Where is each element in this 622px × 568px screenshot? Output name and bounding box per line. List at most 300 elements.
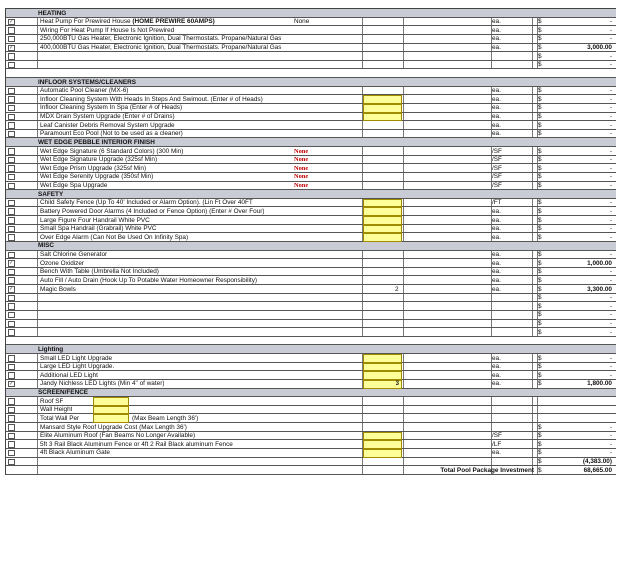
column-divider (37, 302, 38, 310)
row-checkbox[interactable] (8, 53, 15, 60)
unit-label: /FT (492, 199, 502, 207)
column-divider (532, 87, 533, 95)
column-divider (403, 199, 404, 207)
currency-symbol: $ (538, 35, 542, 43)
amount-value: - (609, 173, 612, 181)
column-divider (532, 371, 533, 379)
unit-label: ea. (492, 44, 501, 51)
unit-label: /SF (492, 164, 502, 172)
quantity-input[interactable] (363, 216, 402, 225)
table-row (6, 259, 616, 268)
amount-value: - (609, 18, 612, 26)
column-divider (532, 52, 533, 60)
column-divider (532, 104, 533, 112)
table-row (6, 104, 616, 113)
unit-label: ea. (492, 18, 501, 26)
column-divider (532, 35, 533, 43)
table-row (6, 35, 616, 44)
column-divider (362, 458, 363, 466)
amount-value: - (609, 276, 612, 284)
measurement-input[interactable] (93, 406, 129, 415)
row-checkbox[interactable] (8, 303, 15, 310)
quantity-input[interactable] (363, 233, 402, 242)
column-divider (403, 363, 404, 371)
column-divider (403, 52, 404, 60)
row-checkbox[interactable] (8, 165, 15, 172)
row-checkbox[interactable] (8, 459, 15, 466)
column-divider (491, 458, 492, 466)
amount-value: - (609, 121, 612, 129)
column-divider (532, 440, 533, 448)
amount-value: - (609, 26, 612, 34)
column-divider (532, 380, 533, 388)
item-description: Leaf Canister Debris Removal System Upgrade (40, 121, 175, 129)
column-divider (491, 328, 492, 336)
table-row (6, 61, 616, 70)
quantity-input[interactable]: 3 (363, 380, 402, 389)
row-checkbox[interactable]: ✓ (9, 380, 14, 387)
column-divider (37, 147, 38, 155)
amount-value: - (609, 35, 612, 43)
column-divider (37, 251, 38, 259)
table-row (6, 371, 616, 380)
quantity-input[interactable] (363, 207, 402, 216)
table-row (6, 225, 616, 234)
table-row (6, 147, 616, 156)
item-description: Over Edge Alarm (Can Not Be Used On Infinity Spa) (40, 233, 189, 241)
column-divider (403, 406, 404, 414)
amount-value: 1,000.00 (587, 259, 612, 267)
table-row (6, 294, 616, 303)
column-divider (37, 216, 38, 224)
column-divider (532, 432, 533, 440)
item-description: Wet Edge Signature Upgrade (325sf Min) (40, 156, 158, 164)
item-description: 5ft 3 Rail Black Aluminum Fence or 4ft 2 Rail Black aluminum Fence (40, 440, 233, 448)
item-description: Wet Edge Prism Upgrade (325sf Min) (40, 164, 147, 172)
none-label: None (294, 18, 310, 26)
column-divider (491, 311, 492, 319)
column-divider (37, 182, 38, 190)
item-description: Infloor Cleaning System In Spa (Enter # of Heads) (40, 104, 183, 112)
column-divider (37, 173, 38, 181)
quantity-input[interactable] (363, 95, 402, 104)
row-checkbox[interactable] (8, 355, 15, 362)
item-description: Salt Chlorine Generator (40, 251, 108, 258)
unit-label: ea. (492, 104, 501, 112)
amount-value: - (609, 207, 612, 215)
column-divider (37, 371, 38, 379)
column-divider (532, 207, 533, 215)
column-divider (403, 113, 404, 121)
table-row (6, 311, 616, 320)
measurement-input[interactable] (93, 414, 129, 423)
column-divider (362, 311, 363, 319)
unit-label: ea. (492, 121, 501, 129)
column-divider (403, 182, 404, 190)
column-divider (362, 182, 363, 190)
item-description: Small LED Light Upgrade (40, 354, 113, 362)
column-divider (37, 406, 38, 414)
unit-label: ea. (492, 87, 501, 95)
row-checkbox[interactable] (8, 174, 15, 181)
column-divider (532, 164, 533, 172)
currency-symbol: $ (538, 285, 542, 293)
column-divider (37, 432, 38, 440)
unit-label: ea. (492, 268, 501, 276)
column-divider (403, 397, 404, 405)
row-checkbox[interactable] (8, 364, 15, 371)
row-checkbox[interactable] (8, 36, 15, 43)
column-divider (362, 121, 363, 129)
column-divider (537, 406, 538, 414)
column-divider (362, 52, 363, 60)
row-checkbox[interactable] (8, 105, 15, 112)
column-divider (491, 414, 492, 422)
column-divider (491, 406, 492, 414)
row-checkbox[interactable] (8, 252, 15, 259)
amount-value: - (609, 432, 612, 440)
currency-symbol: $ (538, 147, 542, 155)
column-divider (362, 285, 363, 293)
unit-label: ea. (492, 130, 501, 138)
column-divider (37, 225, 38, 233)
column-divider (37, 354, 38, 362)
column-divider (37, 363, 38, 371)
amount-value: 1,800.00 (587, 380, 612, 388)
column-divider (532, 311, 533, 319)
amount-value: - (609, 440, 612, 448)
quantity-input[interactable] (363, 363, 402, 372)
column-divider (403, 449, 404, 457)
currency-symbol: $ (538, 268, 542, 276)
quantity-input[interactable] (363, 432, 402, 441)
column-divider (37, 26, 38, 34)
column-divider (403, 302, 404, 310)
column-divider (491, 320, 492, 328)
column-divider (532, 458, 533, 466)
column-divider (362, 268, 363, 276)
price-sheet (5, 8, 616, 475)
none-label: None (294, 147, 309, 155)
row-checkbox[interactable] (8, 131, 15, 138)
quantity-input[interactable] (363, 354, 402, 363)
section-title: WET EDGE PEBBLE INTERIOR FINISH (38, 138, 155, 146)
currency-symbol: $ (538, 87, 542, 95)
section-title: Lighting (38, 345, 64, 353)
column-divider (403, 87, 404, 95)
unit-label: ea. (492, 233, 501, 241)
row-checkbox[interactable] (8, 148, 15, 155)
column-divider (403, 432, 404, 440)
row-checkbox[interactable] (8, 96, 15, 103)
column-divider (362, 320, 363, 328)
row-checkbox[interactable] (8, 415, 15, 422)
quantity-input[interactable] (363, 225, 402, 234)
beam-note: (Max Beam Length 36') (132, 414, 199, 422)
section-header (6, 242, 616, 251)
item-description: 250,000BTU Gas Heater, Electronic Ignition, Dual Thermostats. Propane/Natural Gas (40, 35, 282, 43)
unit-label: ea. (492, 285, 501, 293)
unit-label: ea. (492, 35, 501, 43)
quantity-input[interactable] (363, 371, 402, 380)
column-divider (491, 52, 492, 60)
column-divider (491, 397, 492, 405)
column-divider (532, 251, 533, 259)
row-checkbox[interactable] (8, 122, 15, 129)
column-divider (532, 95, 533, 103)
column-divider (403, 121, 404, 129)
unit-label: /SF (492, 147, 502, 155)
table-row (6, 302, 616, 311)
column-divider (532, 216, 533, 224)
item-description: 4ft Black Aluminum Gate (40, 449, 110, 457)
item-description: Child Safety Fence (Up To 40' Included or Alarm Option). (Lin Ft Over 40FT (40, 199, 253, 207)
currency-symbol: $ (538, 121, 542, 129)
column-divider (362, 294, 363, 302)
column-divider (362, 87, 363, 95)
quantity-value: 2 (395, 285, 399, 293)
column-divider (532, 61, 533, 69)
currency-symbol: $ (538, 26, 542, 34)
row-checkbox[interactable] (8, 217, 15, 224)
currency-symbol: $ (538, 354, 542, 362)
item-description: 400,000BTU Gas Heater, Electronic Ignition, Dual Thermostats. Propane/Natural Gas (40, 44, 282, 51)
column-divider (532, 26, 533, 34)
table-row (6, 199, 616, 208)
amount-value: - (609, 423, 612, 431)
unit-label: ea. (492, 354, 501, 362)
row-checkbox[interactable] (8, 295, 15, 302)
column-divider (403, 18, 404, 26)
currency-symbol: $ (538, 363, 542, 371)
quantity-input[interactable] (363, 449, 402, 458)
column-divider (362, 164, 363, 172)
table-row (6, 276, 616, 285)
column-divider (37, 18, 38, 26)
item-description: Wet Edge Spa Upgrade (40, 182, 108, 189)
quantity-input[interactable] (363, 199, 402, 208)
table-row (6, 397, 616, 406)
currency-symbol: $ (538, 113, 542, 120)
column-divider (362, 173, 363, 181)
row-checkbox[interactable] (8, 407, 15, 414)
section-header (6, 138, 616, 147)
column-divider (532, 268, 533, 276)
column-divider (403, 225, 404, 233)
column-divider (491, 302, 492, 310)
item-description: Elite Aluminum Roof (Fan Beams No Longer Available) (40, 432, 196, 440)
quantity-input[interactable] (363, 113, 402, 122)
currency-symbol: $ (538, 371, 542, 379)
column-divider (403, 95, 404, 103)
quantity-input[interactable] (363, 104, 402, 113)
row-checkbox[interactable] (8, 450, 15, 457)
item-description: Magic Bowls (40, 285, 76, 293)
row-checkbox[interactable] (8, 372, 15, 379)
column-divider (362, 466, 363, 474)
column-divider (532, 285, 533, 293)
table-row (6, 328, 616, 337)
item-description: Bench With Table (Umbrella Not Included) (40, 268, 159, 276)
column-divider (37, 233, 38, 241)
row-checkbox[interactable]: ✓ (9, 286, 14, 292)
quantity-input[interactable] (363, 440, 402, 449)
row-checkbox[interactable]: ✓ (9, 44, 14, 51)
row-checkbox[interactable] (8, 226, 15, 233)
amount-value: - (609, 371, 612, 379)
amount-value: - (609, 104, 612, 112)
column-divider (403, 26, 404, 34)
column-divider (362, 18, 363, 26)
none-label: None (294, 173, 309, 181)
currency-symbol: $ (538, 173, 542, 181)
table-row (6, 354, 616, 363)
row-checkbox[interactable] (8, 424, 15, 431)
currency-symbol: $ (538, 225, 542, 233)
table-row (6, 320, 616, 329)
row-checkbox[interactable] (8, 183, 15, 190)
column-divider (37, 311, 38, 319)
column-divider (37, 380, 38, 388)
row-checkbox[interactable] (8, 234, 15, 241)
currency-symbol: $ (538, 130, 542, 138)
row-checkbox[interactable] (8, 269, 15, 276)
row-checkbox[interactable] (8, 200, 15, 207)
row-checkbox[interactable] (8, 157, 15, 164)
currency-symbol: $ (538, 233, 542, 241)
total-label: Total Pool Package Investment (440, 466, 534, 474)
column-divider (403, 354, 404, 362)
unit-label: ea. (492, 449, 501, 457)
item-description: MDX Drain System Upgrade (Enter # of Drains) (40, 113, 175, 120)
row-checkbox[interactable] (8, 433, 15, 440)
column-divider (362, 423, 363, 431)
item-description: Wall Height (40, 406, 73, 414)
column-divider (532, 363, 533, 371)
column-divider (362, 259, 363, 267)
row-checkbox[interactable] (8, 312, 15, 319)
currency-symbol: $ (538, 61, 542, 69)
measurement-input[interactable] (93, 397, 129, 406)
column-divider (403, 216, 404, 224)
row-checkbox[interactable] (8, 329, 15, 336)
amount-value: - (609, 320, 612, 327)
unit-label: ea. (492, 26, 501, 34)
unit-label: ea. (492, 113, 501, 120)
row-checkbox[interactable] (8, 441, 15, 448)
table-row (6, 130, 616, 139)
currency-symbol: $ (538, 156, 542, 164)
column-divider (37, 113, 38, 121)
section-header (6, 345, 616, 354)
column-divider (37, 285, 38, 293)
section-title: SAFETY (38, 190, 64, 198)
column-divider (532, 182, 533, 190)
currency-symbol: $ (538, 44, 542, 51)
row-checkbox[interactable] (8, 277, 15, 284)
table-row (6, 380, 616, 389)
amount-value: - (609, 87, 612, 95)
table-row (6, 52, 616, 61)
section-title: INFLOOR SYSTEMS/CLEANERS (38, 78, 136, 86)
row-checkbox[interactable] (8, 398, 15, 405)
amount-value: - (609, 52, 612, 60)
column-divider (403, 380, 404, 388)
unit-label: ea. (492, 225, 501, 233)
column-divider (403, 423, 404, 431)
item-description: Large Figure Four Handrail White PVC (40, 216, 150, 224)
table-row (6, 216, 616, 225)
amount-value: - (609, 363, 612, 371)
currency-symbol: $ (538, 440, 542, 448)
unit-label: /SF (492, 432, 502, 440)
currency-symbol: $ (538, 311, 542, 319)
row-checkbox[interactable] (8, 88, 15, 95)
none-label: None (294, 164, 309, 172)
table-row (6, 207, 616, 216)
column-divider (532, 113, 533, 121)
table-row (6, 268, 616, 277)
amount-value: - (609, 268, 612, 276)
column-divider (532, 156, 533, 164)
column-divider (403, 173, 404, 181)
row-checkbox[interactable]: ✓ (9, 18, 14, 25)
currency-symbol: $ (538, 18, 542, 26)
column-divider (403, 320, 404, 328)
column-divider (403, 466, 404, 474)
column-divider (403, 251, 404, 259)
table-row (6, 121, 616, 130)
table-row (6, 182, 616, 191)
column-divider (403, 156, 404, 164)
table-row (6, 173, 616, 182)
none-label: None (294, 156, 309, 164)
currency-symbol: $ (538, 276, 542, 284)
item-description: Small Spa Handrail (Grabrail) White PVC (40, 225, 157, 233)
row-checkbox[interactable]: ✓ (9, 260, 14, 267)
item-description: Jandy Nichless LED Lights (Min 4" of water) (40, 380, 165, 388)
amount-value: - (609, 251, 612, 258)
table-row (6, 414, 616, 423)
unit-label: ea. (492, 95, 501, 103)
row-checkbox[interactable] (8, 321, 15, 328)
column-divider (362, 414, 363, 422)
column-divider (37, 52, 38, 60)
column-divider (403, 147, 404, 155)
amount-value: 68,665.00 (583, 466, 612, 474)
row-checkbox[interactable] (8, 208, 15, 215)
row-checkbox[interactable] (8, 62, 15, 69)
item-description: Heat Pump For Prewired House (HOME PREWIRE 60AMPS) (40, 18, 215, 26)
total-row (6, 466, 616, 475)
column-divider (362, 35, 363, 43)
row-checkbox[interactable] (8, 114, 15, 121)
column-divider (532, 233, 533, 241)
table-row (6, 113, 616, 122)
column-divider (362, 156, 363, 164)
amount-value: - (609, 311, 612, 319)
item-description: Wet Edge Serenity Upgrade (350sf Min) (40, 173, 154, 181)
column-divider (532, 44, 533, 52)
column-divider (362, 302, 363, 310)
column-divider (532, 406, 533, 414)
column-divider (532, 397, 533, 405)
item-description: Ozone Oxidizer (40, 259, 85, 267)
row-checkbox[interactable] (8, 27, 15, 34)
column-divider (362, 397, 363, 405)
amount-value: - (609, 61, 612, 69)
table-row (6, 233, 616, 242)
